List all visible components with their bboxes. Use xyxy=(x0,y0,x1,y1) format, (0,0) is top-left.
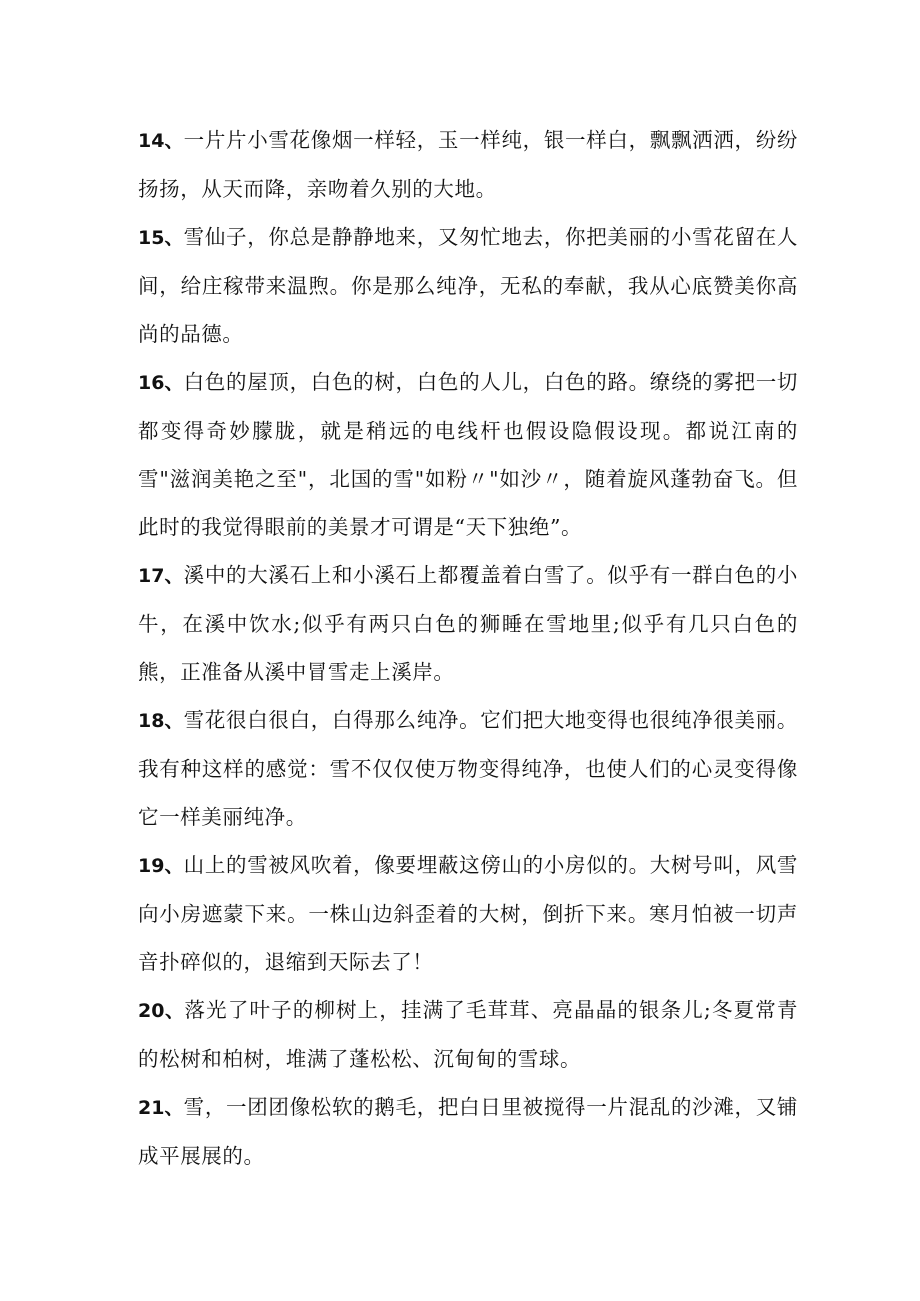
paragraph-text: 落光了叶子的柳树上，挂满了毛茸茸、亮晶晶的银条儿;冬夏常青的松树和柏树，堆满了蓬松松、沉甸甸的雪球。 xyxy=(138,998,798,1071)
paragraph-text: 雪，一团团像松软的鹅毛，把白日里被搅得一片混乱的沙滩，又铺成平展展的。 xyxy=(138,1095,798,1168)
paragraph-18 xyxy=(138,696,798,841)
paragraph-number: 21、 xyxy=(138,1097,184,1119)
paragraph-number: 20、 xyxy=(138,1000,185,1022)
paragraph-number: 19、 xyxy=(138,855,184,877)
paragraph-text: 白色的屋顶，白色的树，白色的人儿，白色的路。缭绕的雾把一切都变得奇妙朦胧，就是稍远的电线杆也假设隐假设现。都说江南的雪"滋润美艳之至"，北国的雪"如粉〃"如沙〃，随着旋风蓬勃奋飞。但此时的我觉得眼前的美景才可谓是“天下独绝”。 xyxy=(138,370,798,539)
paragraph-19 xyxy=(138,841,798,986)
paragraph-text: 溪中的大溪石上和小溪石上都覆盖着白雪了。似乎有一群白色的小牛，在溪中饮水;似乎有两只白色的狮睡在雪地里;似乎有几只白色的熊，正准备从溪中冒雪走上溪岸。 xyxy=(138,563,798,684)
paragraph-text: 一片片小雪花像烟一样轻，玉一样纯，银一样白，飘飘洒洒，纷纷扬扬，从天而降，亲吻着久别的大地。 xyxy=(138,128,798,201)
paragraph-number: 17、 xyxy=(138,565,184,587)
paragraph-16 xyxy=(138,358,798,551)
paragraph-number: 15、 xyxy=(138,227,184,249)
paragraph-text: 雪花很白很白，白得那么纯净。它们把大地变得也很纯净很美丽。我有种这样的感觉：雪不仅仅使万物变得纯净，也使人们的心灵变得像它一样美丽纯净。 xyxy=(138,708,798,829)
paragraph-14 xyxy=(138,116,798,213)
paragraph-text: 山上的雪被风吹着，像要埋蔽这傍山的小房似的。大树号叫，风雪向小房遮蒙下来。一株山边斜歪着的大树，倒折下来。寒月怕被一切声音扑碎似的，退缩到天际去了！ xyxy=(138,853,798,974)
paragraph-number: 14、 xyxy=(138,130,184,152)
paragraph-17 xyxy=(138,551,798,696)
paragraph-number: 16、 xyxy=(138,372,184,394)
paragraph-20 xyxy=(138,986,798,1083)
paragraph-number: 18、 xyxy=(138,710,184,732)
document-body xyxy=(138,116,798,1180)
paragraph-21 xyxy=(138,1083,798,1180)
paragraph-text: 雪仙子，你总是静静地来，又匆忙地去，你把美丽的小雪花留在人间，给庄稼带来温煦。你是那么纯净，无私的奉献，我从心底赞美你高尚的品德。 xyxy=(138,225,798,346)
paragraph-15 xyxy=(138,213,798,358)
